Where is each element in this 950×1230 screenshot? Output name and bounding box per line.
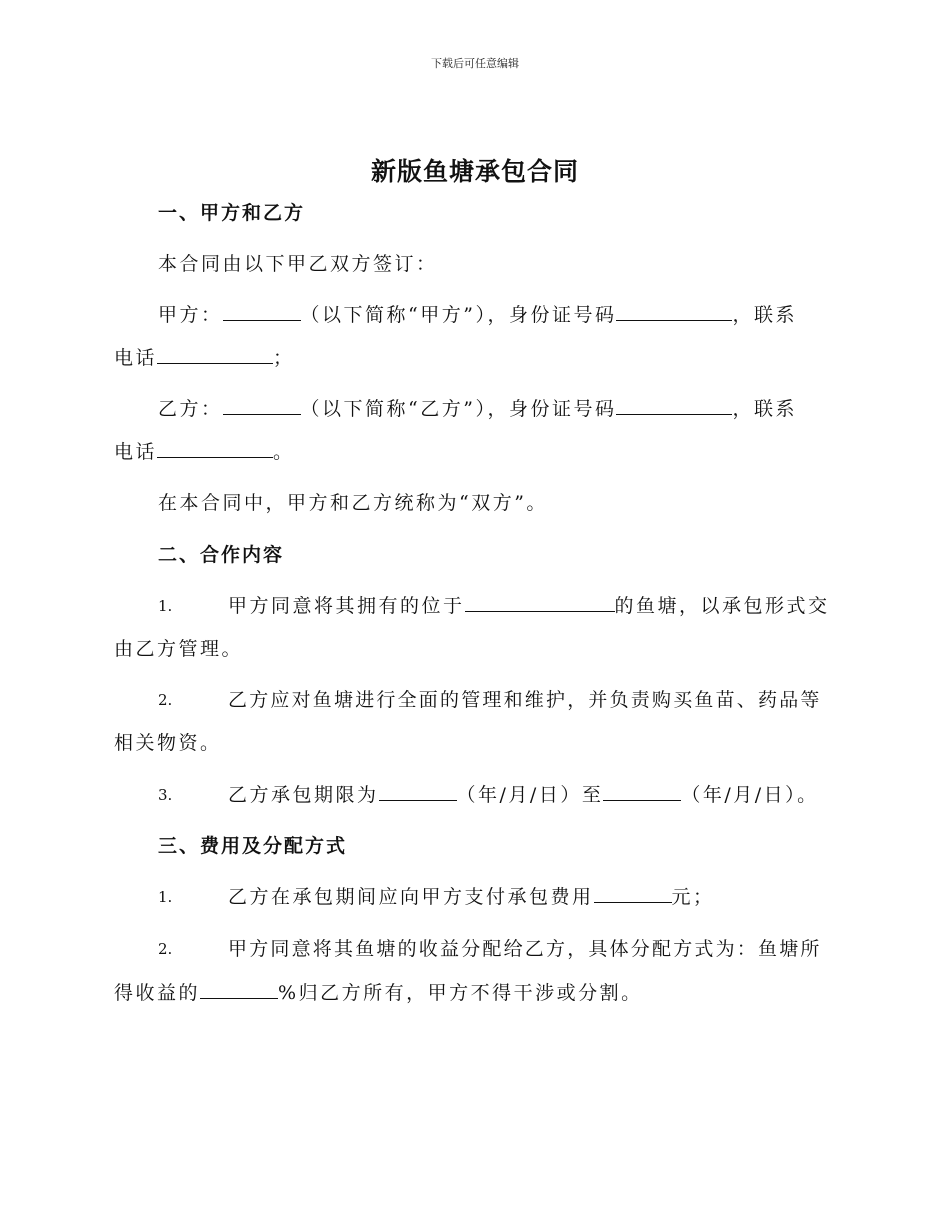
clause-text: %归乙方所有，甲方不得干涉或分割。 — [278, 982, 643, 1004]
end-date-blank[interactable] — [603, 782, 681, 801]
section-heading-fees: 三、费用及分配方式 — [158, 835, 348, 857]
party-b-phone-line — [114, 439, 295, 465]
clause-number: 2. — [158, 940, 173, 958]
clause-number: 1. — [158, 597, 173, 615]
party-a-phone-line — [114, 345, 295, 371]
intro-text: 本合同由以下甲乙双方签订： — [158, 253, 438, 275]
party-a-line — [158, 302, 797, 328]
party-b-phone-tail: ，联系 — [732, 398, 797, 420]
party-a-end: ； — [273, 347, 295, 369]
party-b-line — [158, 396, 797, 422]
party-a-phone-tail: ，联系 — [732, 304, 797, 326]
clause-number: 2. — [158, 691, 173, 709]
clause-2-2-continued: 相关物资。 — [114, 732, 222, 754]
party-a-alias: （以下简称“甲方”），身份证号码 — [300, 304, 617, 326]
party-a-id-blank[interactable] — [616, 302, 732, 321]
party-b-label: 乙方： — [158, 398, 223, 420]
clause-2-1-line — [228, 593, 830, 619]
party-a-label: 甲方： — [158, 304, 223, 326]
clause-3-1-line — [228, 884, 715, 910]
clause-text: 元； — [671, 886, 715, 908]
start-date-blank[interactable] — [379, 782, 457, 801]
clause-text: 乙方在承包期间应向甲方支付承包费用 — [228, 886, 594, 908]
party-a-phone-label: 电话 — [114, 347, 158, 369]
clause-number: 1. — [158, 888, 173, 906]
percent-blank[interactable] — [200, 980, 278, 999]
section-heading-cooperation: 二、合作内容 — [158, 544, 285, 566]
location-blank[interactable] — [465, 593, 615, 612]
header-note: 下载后可任意编辑 — [431, 57, 519, 70]
party-a-name-blank[interactable] — [223, 302, 301, 321]
clause-text: （年/月/日）至 — [456, 784, 604, 806]
party-b-phone-label: 电话 — [114, 441, 158, 463]
party-b-end: 。 — [273, 441, 295, 463]
party-b-phone-blank[interactable] — [157, 439, 273, 458]
clause-text: 乙方承包期限为 — [228, 784, 379, 806]
section-heading-parties: 一、甲方和乙方 — [158, 202, 306, 224]
clause-text: 的鱼塘，以承包形式交 — [614, 595, 830, 617]
party-b-alias: （以下简称“乙方”），身份证号码 — [300, 398, 617, 420]
clause-2-3-line — [228, 782, 819, 808]
clause-text: 甲方同意将其拥有的位于 — [228, 595, 465, 617]
party-a-phone-blank[interactable] — [157, 345, 273, 364]
document-title: 新版鱼塘承包合同 — [370, 157, 579, 186]
party-b-id-blank[interactable] — [616, 396, 732, 415]
clause-3-2-continued — [114, 980, 643, 1006]
party-b-name-blank[interactable] — [223, 396, 301, 415]
fee-blank[interactable] — [594, 884, 672, 903]
clause-number: 3. — [158, 786, 173, 804]
clause-2-2-text: 乙方应对鱼塘进行全面的管理和维护，并负责购买鱼苗、药品等 — [228, 689, 822, 711]
clause-text: （年/月/日）。 — [681, 784, 819, 806]
collective-term: 在本合同中，甲方和乙方统称为“双方”。 — [158, 492, 548, 514]
clause-2-1-continued: 由乙方管理。 — [114, 638, 244, 660]
clause-text: 得收益的 — [114, 982, 201, 1004]
clause-3-2-text: 甲方同意将其鱼塘的收益分配给乙方，具体分配方式为：鱼塘所 — [228, 938, 822, 960]
